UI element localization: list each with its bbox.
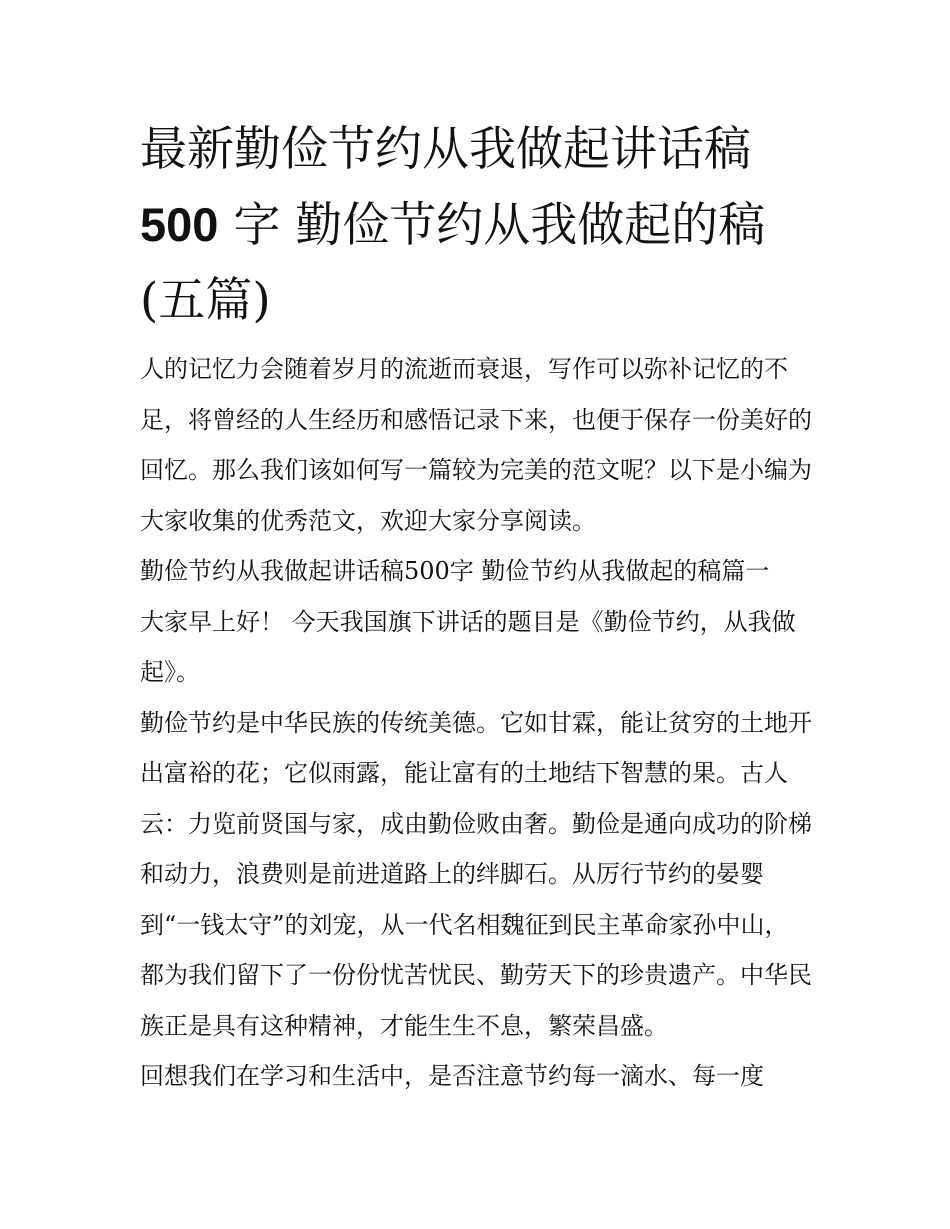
- title-line-3: (五篇): [140, 273, 271, 328]
- paragraph-section-heading: 勤俭节约从我做起讲话稿500字 勤俭节约从我做起的稿篇一: [140, 557, 770, 585]
- paragraph-intro: 人的记忆力会随着岁月的流逝而衰退，写作可以弥补记忆的不足，将曾经的人生经历和感悟记录下来，也便于保存一份美好的回忆。那么我们该如何写一篇较为完美的范文呢？以下是小编为大家收集的优秀范文，欢迎大家分享阅读。: [140, 355, 812, 535]
- document-content: [140, 112, 812, 1102]
- paragraph-virtue: 勤俭节约是中华民族的传统美德。它如甘霖，能让贫穷的土地开出富裕的花；它似雨露，能让富有的土地结下智慧的果。古人云：力览前贤国与家，成由勤俭败由奢。勤俭是通向成功的阶梯和动力，浪费则是前进道路上的绊脚石。从厉行节约的晏婴到“一钱太守”的刘宠，从一代名相魏征到民主革命家孙中山，都为我们留下了一份份忧苦忧民、勤劳天下的珍贵遗产。中华民族正是具有这种精神，才能生生不息，繁荣昌盛。: [140, 708, 812, 1040]
- paragraph-reflection: 回想我们在学习和生活中，是否注意节约每一滴水、每一度: [140, 1062, 764, 1090]
- title-line-1: 最新勤俭节约从我做起讲话稿: [140, 122, 751, 177]
- paragraph-greeting: 大家早上好！ 今天我国旗下讲话的题目是《勤俭节约，从我做起》。: [140, 607, 796, 686]
- document-body: [140, 344, 812, 1102]
- document-title: [140, 112, 812, 338]
- title-line-2: 字 勤俭节约从我做起的稿: [218, 198, 766, 253]
- title-number: 500: [140, 198, 219, 251]
